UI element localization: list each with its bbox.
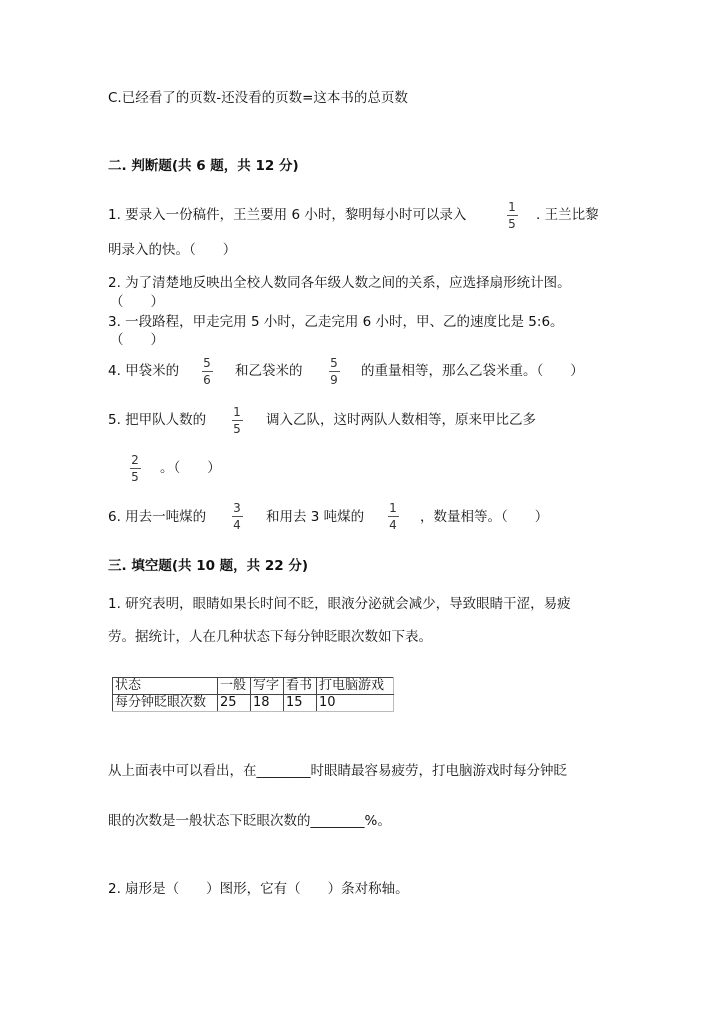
fraction-denominator: 4 (233, 518, 241, 532)
table-header-cell: 打电脑游戏 (317, 678, 394, 695)
table-header-cell: 一般 (218, 678, 251, 695)
q6-text-part2: 和用去 3 吨煤的 (266, 509, 365, 525)
fraction-numerator: 1 (389, 501, 397, 515)
table-cell: 10 (317, 695, 394, 712)
q3-text-line1: 3. 一段路程，甲走完用 5 小时，乙走完用 6 小时，甲、乙的速度比是 5:6。 (108, 314, 564, 330)
fraction-numerator: 5 (203, 356, 211, 370)
q1-text-line2: 明录入的快。（ ） (108, 242, 237, 258)
fraction-bar (329, 371, 340, 372)
fraction-bar (232, 420, 243, 421)
q3-text-line2: （ ） (110, 332, 164, 348)
s3-q1-text-line1: 1. 研究表明，眼睛如果长时间不眨，眼液分泌就会减少，导致眼睛干涩，易疲 (108, 596, 571, 612)
s3-q1-fill-line1: 从上面表中可以看出，在________时眼睛最容易疲劳，打电脑游戏时每分钟眨 (108, 763, 567, 779)
blink-rate-table (112, 677, 394, 712)
fraction-numerator: 2 (131, 453, 139, 467)
fraction-denominator: 9 (330, 373, 338, 387)
s3-q1-fill-line2: 眼的次数是一般状态下眨眼次数的________%。 (108, 813, 391, 829)
table-header-cell: 状态 (113, 678, 218, 695)
fraction-numerator: 3 (233, 501, 241, 515)
q1-fraction (505, 201, 519, 231)
fraction-denominator: 5 (131, 470, 139, 484)
fraction-bar (388, 516, 399, 517)
table-header-cell: 写字 (251, 678, 284, 695)
q1-text-part1: 1. 要录入一份稿件，王兰要用 6 小时，黎明每小时可以录入 (108, 207, 467, 223)
q6-text-part1: 6. 用去一吨煤的 (108, 509, 207, 525)
table-cell: 25 (218, 695, 251, 712)
q4-text-part1: 4. 甲袋米的 (108, 363, 180, 379)
fraction-numerator: 1 (508, 200, 516, 214)
table-cell: 每分钟眨眼次数 (113, 695, 218, 712)
fraction-bar (232, 516, 243, 517)
q5-text-part3: 。（ ） (160, 460, 221, 476)
q2-text-line1: 2. 为了清楚地反映出全校人数同各年级人数之间的关系，应选择扇形统计图。 (108, 275, 571, 291)
fraction-numerator: 5 (330, 356, 338, 370)
fraction-bar (507, 215, 518, 216)
q6-text-part3: ，数量相等。（ ） (420, 509, 549, 525)
fraction-bar (202, 371, 213, 372)
q4-fraction-2 (327, 357, 341, 387)
fraction-numerator: 1 (233, 405, 241, 419)
table-header-row (113, 678, 394, 695)
fraction-denominator: 5 (233, 422, 241, 436)
fraction-denominator: 6 (203, 373, 211, 387)
fraction-denominator: 5 (508, 217, 516, 231)
fraction-bar (130, 468, 141, 469)
q5-fraction-1 (230, 406, 244, 436)
q1-text-part2: . 王兰比黎 (536, 207, 599, 223)
table-cell: 18 (251, 695, 284, 712)
table-row (113, 695, 394, 712)
q2-text-line2: （ ） (110, 294, 164, 310)
choice-c: C.已经看了的页数-还没看的页数=这本书的总页数 (108, 90, 408, 106)
q6-fraction-1 (230, 502, 244, 532)
table-cell: 15 (284, 695, 317, 712)
q5-text-part1: 5. 把甲队人数的 (108, 412, 207, 428)
q4-fraction-1 (200, 357, 214, 387)
q4-text-part2: 和乙袋米的 (235, 363, 303, 379)
q5-fraction-2 (128, 454, 142, 484)
q4-text-part3: 的重量相等，那么乙袋米重。（ ） (361, 363, 584, 379)
table-header-cell: 看书 (284, 678, 317, 695)
s3-q2-text-line1: 2. 扇形是（ ）图形，它有（ ）条对称轴。 (108, 881, 409, 897)
section-3-heading: 三. 填空题(共 10 题，共 22 分) (108, 558, 309, 574)
q6-fraction-2 (386, 502, 400, 532)
s3-q1-text-line2: 劳。据统计，人在几种状态下每分钟眨眼次数如下表。 (108, 629, 432, 645)
q5-text-part2: 调入乙队，这时两队人数相等，原来甲比乙多 (266, 412, 536, 428)
section-2-heading: 二. 判断题(共 6 题，共 12 分) (108, 158, 299, 174)
fraction-denominator: 4 (389, 518, 397, 532)
